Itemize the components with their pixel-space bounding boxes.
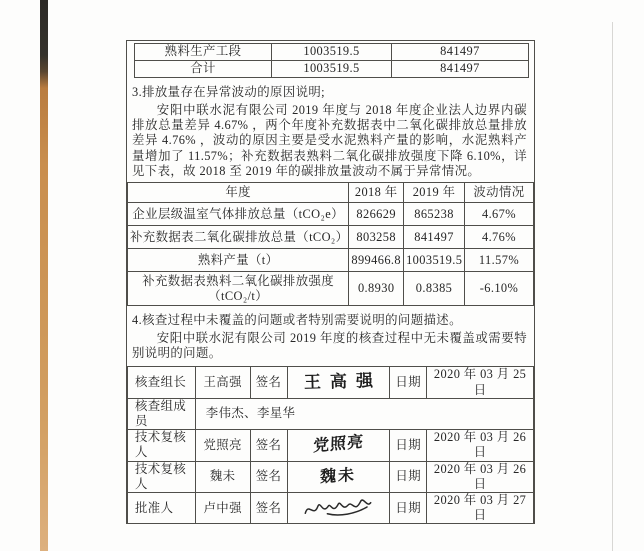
section3-heading: 3.排放量存在异常波动的原因说明; <box>132 85 326 99</box>
cell-label: 企业层级温室气体排放总量（tCO₂e） <box>128 203 349 226</box>
header-cell: 2019 年 <box>404 183 465 203</box>
cell-label: 熟料产量（t） <box>128 249 349 272</box>
table-row <box>128 226 534 249</box>
cell-value: 841497 <box>404 226 465 249</box>
cell-signature <box>287 493 390 524</box>
table-row <box>135 44 529 61</box>
cell-role: 核查组长 <box>128 367 196 398</box>
cell-name: 党照亮 <box>195 430 250 461</box>
cell-date-label: 日期 <box>390 493 427 524</box>
handwritten-signature: 魏未 <box>320 466 357 486</box>
cell-date: 2020 年 03 月 26 日 <box>427 430 534 461</box>
cell-value: -6.10% <box>464 272 533 306</box>
cell-role: 技术复核人 <box>128 461 196 492</box>
cell-label: 补充数据表二氧化碳排放总量（tCO₂） <box>128 226 349 249</box>
section4-heading: 4.核查过程中未覆盖的问题或者特别需要说明的问题描述。 <box>132 313 462 328</box>
cell-value: 4.67% <box>464 203 533 226</box>
cell-members: 李伟杰、李星华 <box>195 398 533 429</box>
cell-role: 批准人 <box>128 493 196 524</box>
cell-date-label: 日期 <box>390 430 427 461</box>
table-row <box>128 367 534 398</box>
section3-paragraph: 安阳中联水泥有限公司 2019 年度与 2018 年度企业法人边界内碳排放总量差异 4.67% ，两个年度补充数据表中二氧化碳排放总量排放差异 4.76% ，波动的原因主要是受水泥熟料产量的影响，水泥熟料产量增加了 11.57%；补充数据表熟料二氧化碳排放强度下降 6.10%，详见下表，故 2018 至 2019 年的碳排放量波动不属于异常情况。 <box>132 103 527 178</box>
header-cell: 波动情况 <box>464 183 533 203</box>
cell-signature <box>287 461 390 492</box>
handwritten-signature: 党照亮 <box>312 434 365 456</box>
verification-report-page <box>126 40 535 524</box>
cell-value: 826629 <box>349 203 404 226</box>
header-cell: 2018 年 <box>349 183 404 203</box>
cell-value: 0.8385 <box>404 272 465 306</box>
handwritten-signature: 王高强 <box>303 370 383 393</box>
cell-value: 0.8930 <box>349 272 404 306</box>
cell-label: 补充数据表熟料二氧化碳排放强度（tCO₂/t） <box>128 272 349 306</box>
cell-value: 841497 <box>391 61 528 78</box>
cell-label: 熟料生产工段 <box>135 44 272 61</box>
cell-date-label: 日期 <box>390 367 427 398</box>
cell-name: 王高强 <box>195 367 250 398</box>
cell-signature <box>287 367 390 398</box>
clinker-summary-table <box>134 43 529 78</box>
cell-value: 1003519.5 <box>272 61 392 78</box>
cell-role: 核查组成员 <box>128 398 196 429</box>
table-row <box>128 249 534 272</box>
cell-value: 803258 <box>349 226 404 249</box>
cell-role: 技术复核人 <box>128 430 196 461</box>
approver-signature-scribble <box>301 494 376 523</box>
cell-sign-label: 签名 <box>250 430 287 461</box>
cell-date: 2020 年 03 月 25 日 <box>427 367 534 398</box>
table-row <box>135 61 529 78</box>
section4-paragraph: 安阳中联水泥有限公司 2019 年度的核查过程中无未覆盖或需要特别说明的问题。 <box>132 331 527 361</box>
table-header-row <box>128 183 534 203</box>
table-row <box>128 398 534 429</box>
cell-name: 魏未 <box>195 461 250 492</box>
table-row <box>128 203 534 226</box>
header-cell: 年度 <box>128 183 349 203</box>
cell-name: 卢中强 <box>195 493 250 524</box>
cell-date: 2020 年 03 月 26 日 <box>427 461 534 492</box>
cell-value: 865238 <box>404 203 465 226</box>
cell-date: 2020 年 03 月 27 日 <box>427 493 534 524</box>
cell-value: 11.57% <box>464 249 533 272</box>
book-binding-edge <box>40 0 48 551</box>
cell-sign-label: 签名 <box>250 461 287 492</box>
table-row <box>128 461 534 492</box>
cell-date-label: 日期 <box>390 461 427 492</box>
cell-value: 841497 <box>391 44 528 61</box>
signature-table <box>127 366 534 524</box>
table-row <box>128 493 534 524</box>
cell-label: 合计 <box>135 61 272 78</box>
emission-comparison-table <box>127 182 534 306</box>
table-row <box>128 272 534 306</box>
cell-value: 1003519.5 <box>404 249 465 272</box>
cell-sign-label: 签名 <box>250 367 287 398</box>
scanned-page-right-edge <box>612 22 613 551</box>
cell-sign-label: 签名 <box>250 493 287 524</box>
cell-value: 1003519.5 <box>272 44 392 61</box>
cell-signature <box>287 430 390 461</box>
table-row <box>128 430 534 461</box>
cell-value: 4.76% <box>464 226 533 249</box>
cell-value: 899466.8 <box>349 249 404 272</box>
